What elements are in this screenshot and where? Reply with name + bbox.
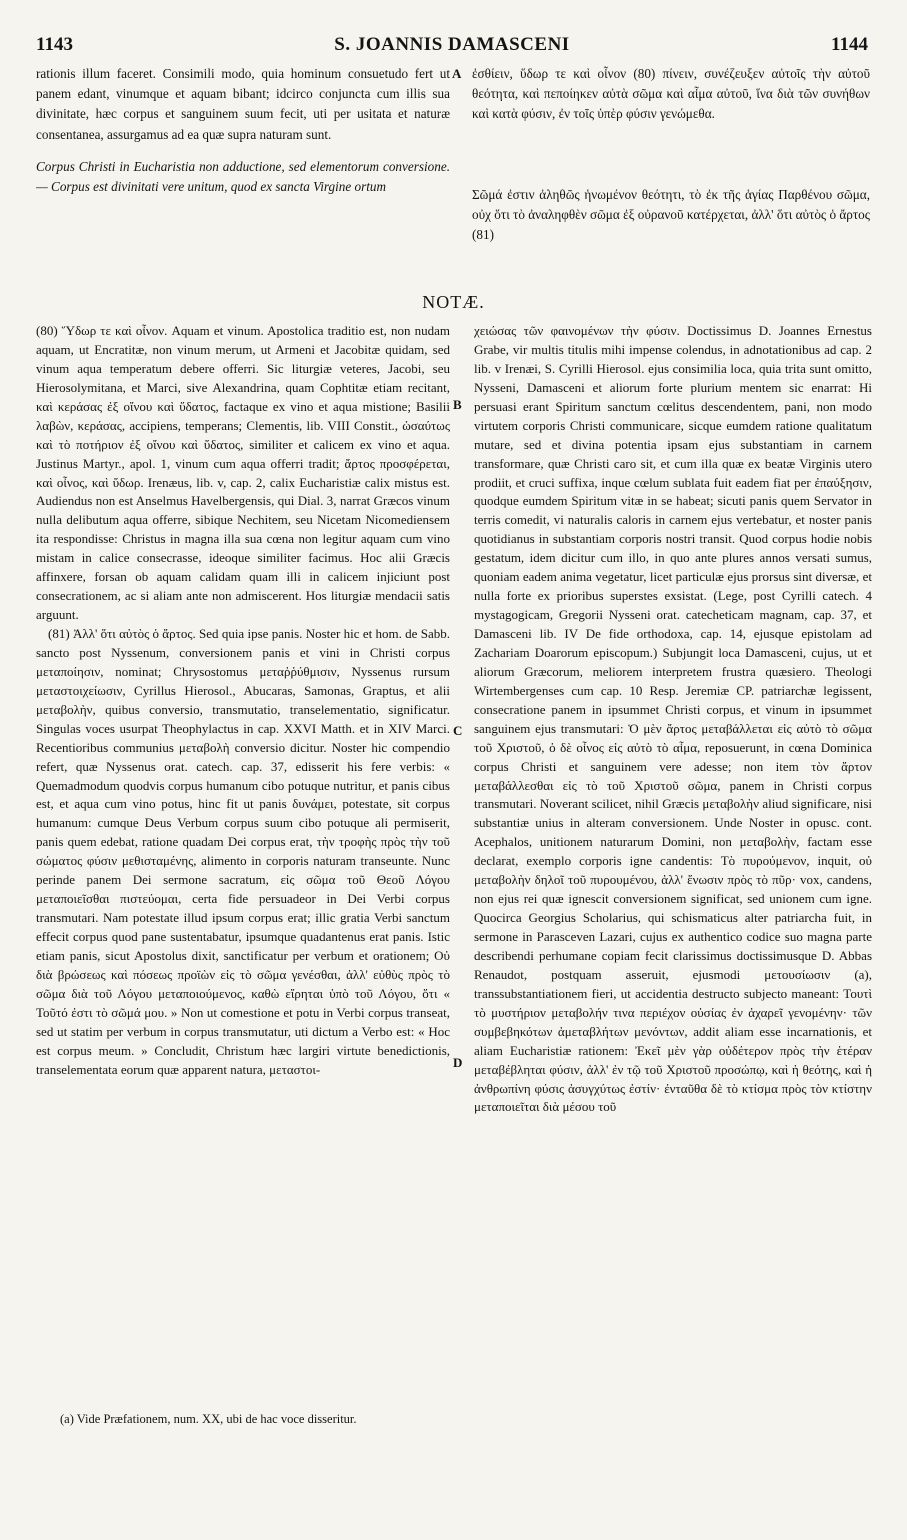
footnote: (a) Vide Præfationem, num. XX, ubi de hac voce disseritur. <box>60 1412 357 1426</box>
latin-text-column <box>36 64 450 286</box>
column-marker-c: C <box>453 723 463 738</box>
right-page-number: 1144 <box>831 34 868 55</box>
running-title: S. JOANNIS DAMASCENI <box>334 34 570 55</box>
notes-right-column <box>474 322 872 1412</box>
column-marker-a: A <box>452 66 462 81</box>
note-81-continuation: χειώσας τῶν φαινομένων τὴν φύσιν. Doctissimus D. Joannes Ernestus Grabe, vir multis titulis mihi impense colendus, in adnotationibus ad cap. 2 lib. v Irenæi, S. Cyrilli Hierosol. ejus consimilia loca, quia trita sunt omitto, Nysseni, Damasceni et aliorum forte plurium mentem sic enarrat: Hi persuasi erant Spiritum sanctum cœlitus descendentem, pani, non modo virtutem corporis Christi communicare, sicque eumdem ratione qualitatum mutare, sed et divina potentia ipsam ejus substantiam in carnem transformare, quæ Christi caro sit, et cum illa quæ ex beatæ Virginis utero prodiit, et cruci suffixa, inque cœlum sublata fuit eadem fiat per ἐπαύξησιν, quodque eumdem Spiritum vitæ in se habeat; sicuti panis quem Servator in terris comedit, vi naturalis caloris in carnem ejus vertebatur, et noster panis quotidianus in substantiam corporis nostri transit. Quod corpus hodie nobis gestatum, idem dicitur cum illo, in quo ante plures annos versati sumus, quoniam eadem anima vegetatur, licet particulæ ejus prorsus sint diversæ, et nulla forte ex prioribus superstes exsistat. (Lege, post Cyrilli catech. 4 mystagogicam, Gregorii Nysseni orat. catecheticam magnam, cap. 37, et Damasceni lib. IV De fide orthodoxa, cap. 14, ejusque epistolam ad Zachariam Doarorum episcopum.) Subjungit loca Damasceni, cujus, ut et aliorum Græcorum, meliorem interpretem frustra quæsiero. Theologi Wirtembergenses cum cap. 10 Resp. Jeremiæ CP. patriarchæ legissent, consecratione panem in ipsummet Christi corpus, et vinum in ipsummet sanguinem ejus transmutari: Ὁ μὲν ἄρτος μεταβάλλεται εἰς αὐτὸ τὸ σῶμα τοῦ Χριστοῦ, ὁ δὲ οἶνος εἰς αὐτὸ τὸ αἷμα, reposuerunt, in cœna Dominica corpus Christi et sanguinem vere adesse; non item τὸν ἄρτον μεταβάλλεσθαι εἰς τὸ τοῦ Χριστοῦ σῶμα, panem in Christi corpus transmutari. Noverant scilicet, nihil Græcis μεταβολὴν aliud significare, nisi substantiæ unius in alteram conversionem. Unde Noster in opusc. cont. Acephalos, unitionem naturarum Domini, non μεταβολὴν, factam esse declarat, exemplo corporis igne candentis: Τὸ πυρούμενον, inquit, οὐ μεταβολὴν δηλοῖ τοῦ πυρουμένου, ἀλλ' ἕνωσιν πρὸς τὸ πῦρ· vox, candens, non ejus rei quæ ignescit conversionem significat, sed unionem cum igne. Quocirca Georgius Scholarius, qui schismaticus alter patriarcha fuit, in sermone in Parasceven Lazari, cujus ex authentico codice suo magna parte describendi perhumane copiam fecit clarissimus doctissimusque D. Abbas Renaudot, postquam asseruit, ejusmodi μετουσίωσιν (a), transsubstantiationem fieri, ut accidentia destructo subjecto maneant: Τουτὶ τὸ μυστήριον μεταβολήν τινα περιέχον οὐσίας ἐν ἀχαρεῖ γενομένην· τῶν συμβεβηκότων ἀμεταβλήτων μενόντων, addit aliam esse incarnationis, et aliam Eucharistiæ rationem: Ἐκεῖ μὲν γὰρ οὐδέτερον πρὸς τὴν ἑτέραν μεταβέβληται φύσιν, ἀλλ' ἐν τῷ τοῦ Χριστοῦ προσώπῳ, καὶ ἡ θεότης, καὶ ἡ ἀνθρωπίνη φύσις ἀσυγχύτως ἐστίν· ἐνταῦθα δὲ τὸ κτίσμα πρὸς τὸν κτίστην μεταποιεῖται διὰ μέσου τοῦ <box>474 323 872 1115</box>
greek-paragraph: Σῶμά ἐστιν ἀληθῶς ἡνωμένον θεότητι, τὸ ἐκ τῆς ἁγίας Παρθένου σῶμα, οὐχ ὅτι τὸ ἀναληφθὲν σῶμα ἐξ οὐρανοῦ κατέρχεται, ἀλλ' ὅτι αὐτὸς ὁ ἄρτος (81) <box>472 186 870 243</box>
latin-paragraph: Corpus Christi in Eucharistia non adductione, sed elementorum conversione. — Corpus est divinitati vere unitum, quod ex sancta Virgine ortum <box>36 158 450 195</box>
latin-paragraph: rationis illum faceret. Consimili modo, quia hominum consuetudo fert ut panem edant, vinumque et aquam bibant; idcirco conjuncta cum illis sua divinitate, hæc corpus et sanguinem suum fecit, uti per usitata et naturæ consentanea, assurgamus ad ea quæ supra naturam sunt. <box>36 66 450 142</box>
greek-text-column <box>472 64 870 286</box>
greek-paragraph: ἐσθίειν, ὕδωρ τε καὶ οἶνον (80) πίνειν, συνέζευξεν αὐτοῖς τὴν αὐτοῦ θεότητα, καὶ πεποίηκεν αὐτὰ σῶμα καὶ αἷμα αὐτοῦ, ἵνα διὰ τῶν συνήθων καὶ κατὰ φύσιν, ἐν τοῖς ὑπὲρ φύσιν γενώμεθα. <box>472 66 870 122</box>
notes-heading: NOTÆ. <box>422 292 485 312</box>
column-marker-d: D <box>453 1055 463 1070</box>
column-marker-b: B <box>453 397 462 412</box>
left-page-number: 1143 <box>36 34 73 55</box>
running-header <box>36 34 868 60</box>
notes-left-column <box>36 322 450 1412</box>
note-80: (80) Ὕδωρ τε καὶ οἶνον. Aquam et vinum. Apostolica traditio est, non nudam aquam, ut Encratitæ, non vinum merum, ut Armeni et Jacobitæ quidam, sed vinum aqua temperatum debere offerri. Sic liturgiæ veteres, Jacobi, seu Hierosolymitana, et Marci, sive Alexandrina, quam Cophtitæ etiam recitant, καὶ κεράσας ἐξ οἴνου καὶ ὕδατος, factaque ex vino et aqua mistione; Basilii λαβὼν, κεράσας, accipiens, temperans; Clementis, lib. VIII Constit., ὡσαύτως καὶ τὸ ποτήριον ἐξ οἴνου καὶ ὕδατος, similiter et calicem ex vino et aqua. Justinus Martyr., apol. 1, vinum cum aqua offerri tradit; ἄρτος προσφέρεται, καὶ οἶνος, καὶ ὕδωρ. Irenæus, lib. v, cap. 2, calix Eucharistiæ calix mistus est. Audiendus non est Anselmus Havelbergensis, qui Dial. 3, narrat Græcos vinum nulla delibutum aqua offerre, sibique Nechitem, seu Nicetam Nicomediensem ita respondisse: Christus in magna illa sua cœna non legitur aquam cum vino mistam in calice consecrasse, ideoque similiter facimus. Hoc alii Græcis affinxere, forsan ob aquam calidam quam illi in calicem injiciunt post consecrationem, ac si aliam ante non admiscerent. Hos liturgiæ mendacii satis arguunt. <box>36 323 450 623</box>
note-81: (81) Ἀλλ' ὅτι αὐτὸς ὁ ἄρτος. Sed quia ipse panis. Noster hic et hom. de Sabb. sancto post Nyssenum, conversionem panis et vini in Christi corpus μεταποίησιν, nominat; Chrysostomus μεταῤῥύθμισιν, Nyssenus rursum μεταστοιχείωσιν, Cyrillus Hierosol., Abucaras, Samonas, Graptus, et alii μεταβολὴν, quibus conversio, transmutatio, transelementatio, significatur. Singulas voces usurpat Theophylactus in cap. XXVI Matth. et in XIV Marci. Recentioribus communius μεταβολὴ conversio dicitur. Noster hic compendio refert, quæ Nyssenus orat. catech. cap. 37, edisserit his fere verbis: « Quemadmodum quodvis corpus humanum cibo potuque nutritur, et panis cibus est, et aqua cum vino potus, hinc fit ut panis δυνάμει, potestate, sit corpus humanum: cumque Deus Verbum corpus suum cibo potuque ali permiserit, panis quem edebat, ratione quadam Dei corpus erat, τὴν τροφὴς πρὸς τὴν τοῦ σώματος φύσιν μεθισταμένης, alimento in corporis naturam transeunte. Nunc perinde panem Dei sermone sacratum, εἰς σῶμα τοῦ Θεοῦ Λόγου μεταποιεῖσθαι πιστεύομαι, certa fide persuadeor in Dei Verbi corpus transmutari. Nam potestate illud ipsum corpus erat; illic gratia Verbi sanctum effecit corpus quod pane sustentabatur, ipsumque quadantenus erat panis. Istic etiam panis, sicut Apostolus dixit, sanctificatur per verbum et orationem; Οὐ διὰ βρώσεως καὶ πόσεως προϊὼν εἰς τὸ σῶμα γενέσθαι, ἀλλ' εὐθὺς πρὸς τὸ σῶμα διὰ τοῦ Λόγου μεταποιούμενος, καθὼ εἴρηται ὑπὸ τοῦ Λόγου, ὅτι « Τοῦτό ἐστι τὸ σῶμά μου. » Non ut comestione et potu in Verbi corpus transeat, sed ut statim per verbum in corpus transmutatur, uti dictum a Verbo est: « Hoc est corpus meum. » Concludit, Christum hæc largiri virtute benedictionis, transelementata eorum quæ apparent natura, μεταστοι- <box>36 626 450 1077</box>
